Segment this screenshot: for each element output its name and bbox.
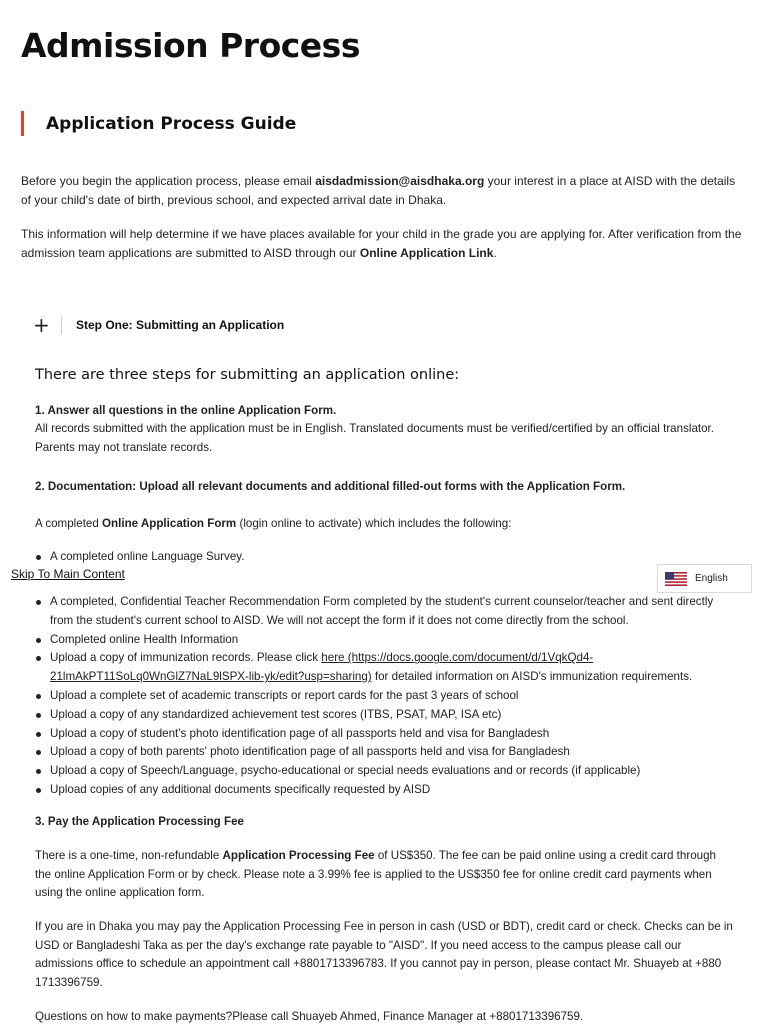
intro-paragraph-2: This information will help determine if we have places available for your child in the grade you are applying for. After verification from the admission team applications are submitted to AISD through our Online Application Link. (21, 227, 742, 260)
step-3-title: 3. Pay the Application Processing Fee (35, 815, 244, 828)
payment-questions: Questions on how to make payments?Please call Shuayeb Ahmed, Finance Manager at +8801713396759. (35, 1010, 584, 1023)
language-label: English (695, 573, 728, 584)
accordion-label: Step One: Submitting an Application (76, 318, 285, 332)
admission-email[interactable]: aisdadmission@aisdhaka.org (315, 174, 485, 188)
dhaka-payment-paragraph: If you are in Dhaka you may pay the Application Processing Fee in person in cash (USD or BDT), credit card or check. Checks can be in USD or Bangladeshi Taka as per the day's exchange rate payable to "AISD". If you need access to the campus please call our admissions office to schedule an appointment call +8801713396783. If you cannot pay in person, please contact Mr. Shuayeb at +880 1713396759. (35, 920, 733, 990)
divider (61, 316, 62, 334)
list-item: Completed online Health Information (35, 631, 735, 650)
step-2-title: 2. Documentation: Upload all relevant documents and additional filled-out forms with the Application Form. (35, 480, 626, 493)
list-item: Upload a copy of student's photo identification page of all passports held and visa for Bangladesh (35, 725, 735, 744)
list-item: A completed, Confidential Teacher Recommendation Form completed by the student's current counselor/teacher and sent directly from the student's current school to AISD. We will not accept the form if it does not come directly from the school. (35, 593, 735, 631)
language-selector[interactable] (657, 564, 752, 593)
plus-icon[interactable]: + (33, 313, 50, 337)
list-item: A completed online Language Survey. (35, 548, 735, 567)
documents-list (35, 593, 735, 800)
step-1-title: 1. Answer all questions in the online Application Form. (35, 404, 337, 417)
fee-paragraph: There is a one-time, non-refundable Application Processing Fee of US$350. The fee can be paid online using a credit card through the online Application Form or by check. Please note a 3.99% fee is applied to the US$350 fee for online credit card payments when using the online application form. (35, 849, 716, 900)
list-item: Upload a copy of both parents' photo identification page of all passports held and visa for Bangladesh (35, 743, 735, 762)
immunization-link[interactable]: here (https://docs.google.com/document/d/1VqkQd4-21lmAkPT11SoLq0WnGlZ7NaL9lSPX-lib-yk/edit?usp=sharing) (50, 651, 594, 684)
steps-heading: There are three steps for submitting an application online: (35, 367, 460, 383)
step-1-text: All records submitted with the application must be in English. Translated documents must be verified/certified by an official translator. Parents may not translate records. (35, 422, 715, 454)
skip-to-main-content-link[interactable]: Skip To Main Content (11, 567, 125, 581)
accent-bar (21, 111, 24, 136)
us-flag-icon (665, 572, 687, 586)
accordion-step-one[interactable] (33, 314, 733, 336)
section-title: Application Process Guide (46, 113, 297, 134)
section-subheading (21, 111, 296, 136)
documents-list-top (35, 548, 735, 567)
list-item: Upload a copy of immunization records. Please click here (https://docs.google.com/document/d/1VqkQd4-21lmAkPT11SoLq0WnGlZ7NaL9lSPX-lib-yk/edit?usp=sharing) for detailed information on AISD's immunization requirements. (35, 649, 735, 687)
online-application-link[interactable]: Online Application Link (359, 245, 494, 260)
step-2-intro: A completed Online Application Form (login online to activate) which includes the following: (35, 517, 512, 530)
list-item: Upload a copy of Speech/Language, psycho-educational or special needs evaluations and or records (if applicable) (35, 762, 735, 781)
list-item: Upload a complete set of academic transcripts or report cards for the past 3 years of school (35, 687, 735, 706)
intro-paragraph-1: Before you begin the application process, please email aisdadmission@aisdhaka.org your interest in a place at AISD with the details of your child's date of birth, previous school, and expected arrival date in Dhaka. (21, 174, 736, 207)
list-item: Upload copies of any additional documents specifically requested by AISD (35, 781, 735, 800)
page-title: Admission Process (21, 26, 360, 65)
list-item: Upload a copy of any standardized achievement test scores (ITBS, PSAT, MAP, ISA etc) (35, 706, 735, 725)
